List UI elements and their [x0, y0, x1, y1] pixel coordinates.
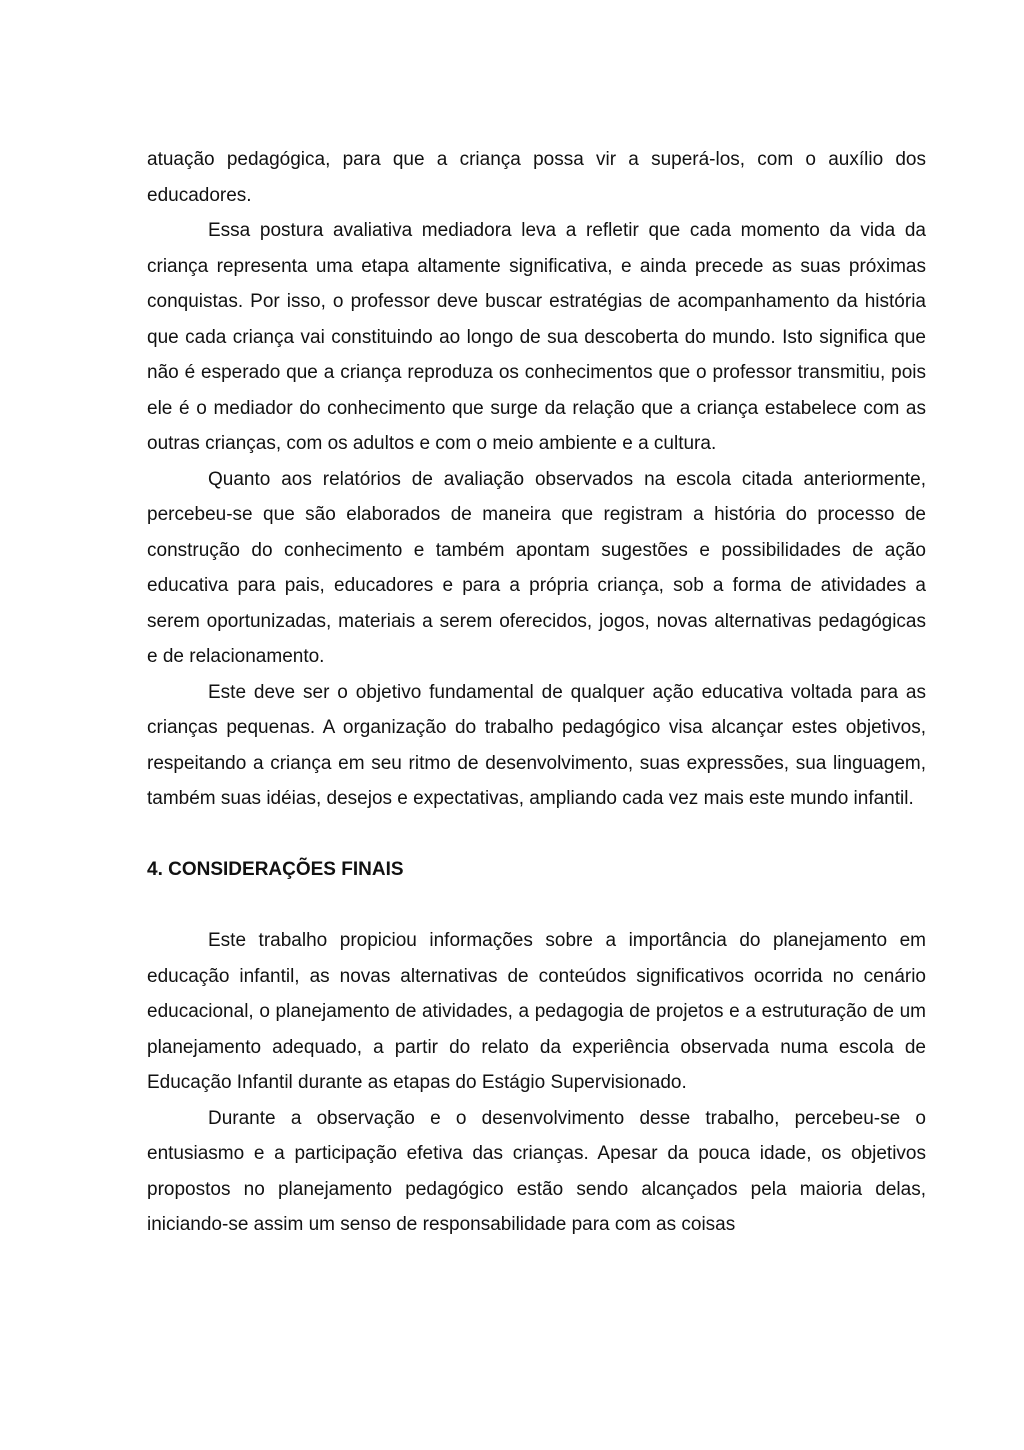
section-spacer-top [147, 817, 926, 853]
section-spacer-bottom [147, 888, 926, 924]
section-heading: 4. CONSIDERAÇÕES FINAIS [147, 859, 404, 880]
paragraph-postura-avaliativa: Essa postura avaliativa mediadora leva a refletir que cada momento da vida da criança representa uma etapa altamente significativa, e ainda precede as suas próximas conquistas. Por isso, o professor deve buscar estratégias de acompanhamento da história que cada criança vai constituindo ao longo de sua descoberta do mundo. Isto significa que não é esperado que a criança reproduza os conhecimentos que o professor transmitiu, pois ele é o mediador do conhecimento que surge da relação que a criança estabelece com as outras crianças, com os adultos e com o meio ambiente e a cultura. [147, 220, 926, 454]
paragraph-objetivo-fundamental: Este deve ser o objetivo fundamental de qualquer ação educativa voltada para as crianças pequenas. A organização do trabalho pedagógico visa alcançar estes objetivos, respeitando a criança em seu ritmo de desenvolvimento, suas expressões, sua linguagem, também suas idéias, desejos e expectativas, ampliando cada vez mais este mundo infantil. [147, 681, 926, 809]
document-body [147, 142, 926, 1243]
paragraph-trabalho-propiciou: Este trabalho propiciou informações sobre a importância do planejamento em educação infantil, as novas alternativas de conteúdos significativos ocorrida no cenário educacional, o planejamento de atividades, a pedagogia de projetos e a estruturação de um planejamento adequado, a partir do relato da experiência observada numa escola de Educação Infantil durante as etapas do Estágio Supervisionado. [147, 930, 926, 1093]
paragraph-continuation: atuação pedagógica, para que a criança possa vir a superá-los, com o auxílio dos educadores. [147, 149, 926, 206]
paragraph-durante-observacao: Durante a observação e o desenvolvimento desse trabalho, percebeu-se o entusiasmo e a participação efetiva das crianças. Apesar da pouca idade, os objetivos propostos no planejamento pedagógico estão sendo alcançados pela maioria delas, iniciando-se assim um senso de responsabilidade para com as coisas [147, 1107, 926, 1235]
paragraph-relatorios-avaliacao: Quanto aos relatórios de avaliação observados na escola citada anteriormente, percebeu-se que são elaborados de maneira que registram a história do processo de construção do conhecimento e também apontam sugestões e possibilidades de ação educativa para pais, educadores e para a própria criança, sob a forma de atividades a serem oportunizadas, materiais a serem oferecidos, jogos, novas alternativas pedagógicas e de relacionamento. [147, 468, 926, 667]
